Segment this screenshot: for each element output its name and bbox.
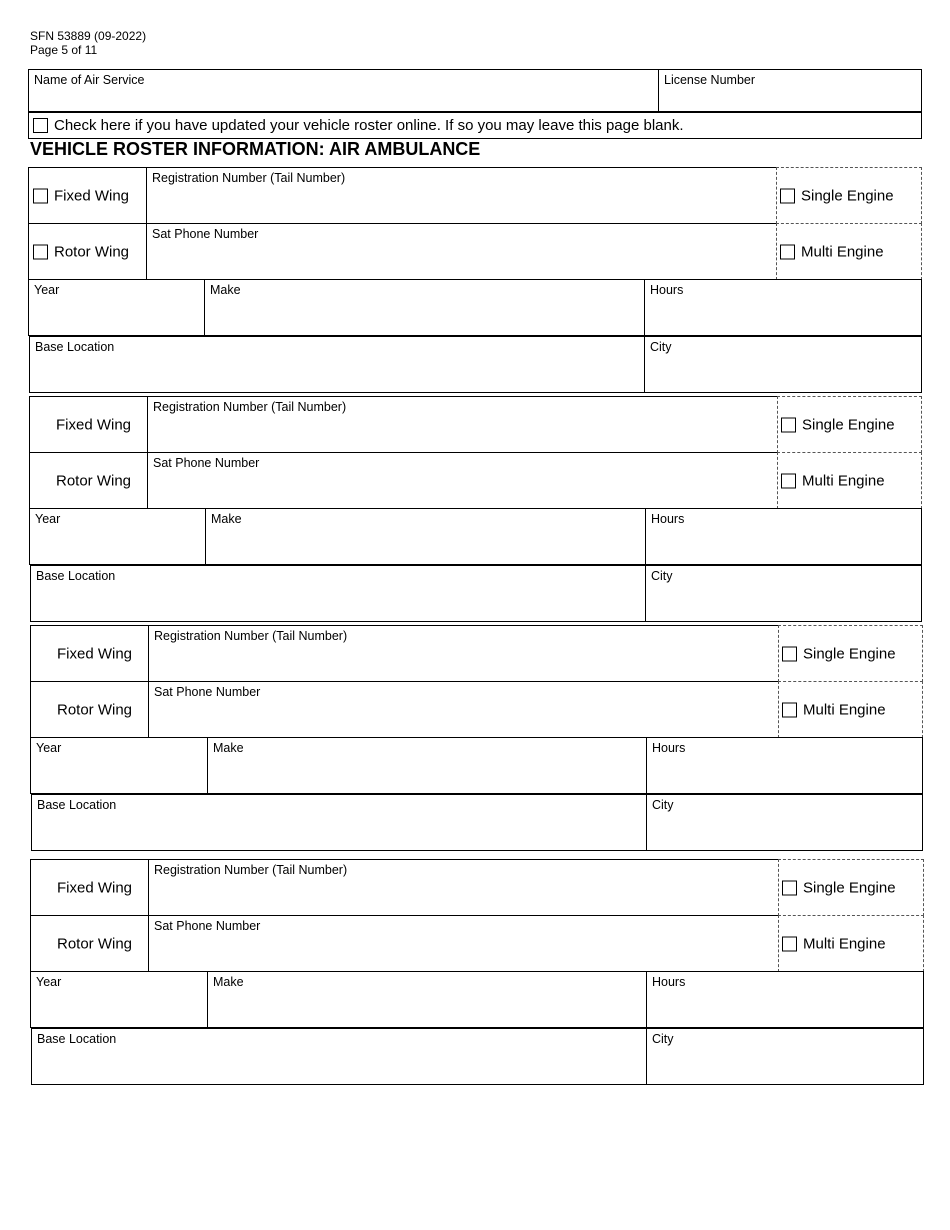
fixed-wing-3-label: Fixed Wing [57, 645, 133, 662]
year-input-3[interactable] [31, 756, 207, 793]
make-cell-2 [205, 508, 646, 565]
registration-cell-4 [148, 859, 779, 916]
fixed-wing-1-checkbox[interactable] [33, 188, 48, 203]
sat-phone-label-1: Sat Phone Number [152, 227, 259, 241]
year-cell-1 [28, 279, 205, 336]
city-label-2: City [651, 569, 673, 583]
single-engine-cell-3 [778, 625, 923, 682]
multi-engine-3-label: Multi Engine [803, 701, 886, 718]
multi-engine-cell-4 [778, 915, 924, 972]
single-engine-2-checkbox[interactable] [781, 417, 796, 432]
rotor-wing-1-checkbox[interactable] [33, 244, 48, 259]
multi-engine-cell-3 [778, 681, 923, 738]
multi-engine-cell-1 [776, 223, 922, 280]
make-input-4[interactable] [208, 990, 646, 1027]
year-input-2[interactable] [30, 527, 205, 564]
air-service-name-field[interactable] [28, 69, 659, 112]
base-location-label-2: Base Location [36, 569, 116, 583]
rotor-wing-3-label: Rotor Wing [57, 701, 133, 718]
online-roster-checkbox[interactable] [33, 118, 48, 133]
base-location-label-4: Base Location [37, 1032, 117, 1046]
year-input-1[interactable] [29, 298, 204, 335]
single-engine-4-label: Single Engine [803, 879, 896, 896]
fixed-wing-cell-1 [28, 167, 147, 224]
fixed-wing-cell-2[interactable] [29, 396, 148, 453]
single-engine-2-label: Single Engine [802, 416, 895, 433]
city-cell-2 [645, 565, 922, 622]
air-service-name-label: Name of Air Service [34, 73, 145, 87]
fixed-wing-2-label: Fixed Wing [56, 416, 132, 433]
hours-input-1[interactable] [645, 298, 921, 335]
multi-engine-2-checkbox[interactable] [781, 473, 796, 488]
single-engine-4-checkbox[interactable] [782, 880, 797, 895]
base-location-input-1[interactable] [30, 355, 644, 392]
base-location-input-4[interactable] [32, 1047, 646, 1084]
hours-cell-1 [644, 279, 922, 336]
registration-cell-2 [147, 396, 778, 453]
rotor-wing-cell-4[interactable] [30, 915, 149, 972]
city-cell-1 [644, 336, 922, 393]
hours-label-2: Hours [651, 512, 685, 526]
make-cell-4 [207, 971, 647, 1028]
city-cell-3 [646, 794, 923, 851]
sat-phone-input-4[interactable] [149, 934, 778, 971]
fixed-wing-cell-3[interactable] [30, 625, 149, 682]
rotor-wing-4-label: Rotor Wing [57, 935, 133, 952]
registration-cell-3 [148, 625, 779, 682]
base-location-label-1: Base Location [35, 340, 115, 354]
rotor-wing-cell-1 [28, 223, 147, 280]
single-engine-1-checkbox[interactable] [780, 188, 795, 203]
make-label-2: Make [211, 512, 242, 526]
sat-phone-cell-1 [146, 223, 777, 280]
sat-phone-cell-3 [148, 681, 779, 738]
fixed-wing-1-label: Fixed Wing [54, 187, 130, 204]
base-location-input-2[interactable] [31, 584, 645, 621]
multi-engine-1-checkbox[interactable] [780, 244, 795, 259]
license-number-field[interactable] [658, 69, 922, 112]
hours-input-4[interactable] [647, 990, 923, 1027]
year-label-4: Year [36, 975, 62, 989]
base-location-cell-2 [30, 565, 646, 622]
sat-phone-label-3: Sat Phone Number [154, 685, 261, 699]
license-number-label: License Number [664, 73, 756, 87]
city-input-4[interactable] [647, 1047, 923, 1084]
rotor-wing-2-label: Rotor Wing [56, 472, 132, 489]
hours-cell-4 [646, 971, 924, 1028]
page-number: Page 5 of 11 [30, 43, 98, 57]
make-label-3: Make [213, 741, 244, 755]
registration-input-1[interactable] [147, 186, 776, 223]
city-input-1[interactable] [645, 355, 921, 392]
online-roster-label: Check here if you have updated your vehicle roster online. If so you may leave this page blank. [54, 117, 684, 134]
hours-cell-2 [645, 508, 922, 565]
air-service-name-input[interactable] [29, 88, 658, 111]
registration-cell-1 [146, 167, 777, 224]
make-cell-3 [207, 737, 647, 794]
single-engine-1-label: Single Engine [801, 187, 894, 204]
make-label-1: Make [210, 283, 241, 297]
base-location-cell-4 [31, 1028, 647, 1085]
form-number: SFN 53889 (09-2022) [30, 29, 147, 43]
city-label-4: City [652, 1032, 674, 1046]
registration-input-3[interactable] [149, 644, 778, 681]
sat-phone-input-2[interactable] [148, 471, 777, 508]
city-label-1: City [650, 340, 672, 354]
registration-input-2[interactable] [148, 415, 777, 452]
multi-engine-3-checkbox[interactable] [782, 702, 797, 717]
rotor-wing-cell-3[interactable] [30, 681, 149, 738]
make-label-4: Make [213, 975, 244, 989]
sat-phone-cell-4 [148, 915, 779, 972]
registration-input-4[interactable] [149, 878, 778, 915]
sat-phone-input-1[interactable] [147, 242, 776, 279]
hours-label-1: Hours [650, 283, 684, 297]
base-location-input-3[interactable] [32, 813, 646, 850]
hours-input-3[interactable] [647, 756, 922, 793]
year-label-2: Year [35, 512, 61, 526]
year-cell-2 [29, 508, 206, 565]
single-engine-cell-1 [776, 167, 922, 224]
rotor-wing-cell-2[interactable] [29, 452, 148, 509]
base-location-label-3: Base Location [37, 798, 117, 812]
multi-engine-4-label: Multi Engine [803, 935, 886, 952]
multi-engine-1-label: Multi Engine [801, 243, 884, 260]
multi-engine-4-checkbox[interactable] [782, 936, 797, 951]
license-number-input[interactable] [659, 88, 921, 111]
fixed-wing-4-label: Fixed Wing [57, 879, 133, 896]
hours-cell-3 [646, 737, 923, 794]
sat-phone-input-3[interactable] [149, 700, 778, 737]
multi-engine-cell-2 [777, 452, 922, 509]
hours-input-2[interactable] [646, 527, 921, 564]
city-cell-4 [646, 1028, 924, 1085]
hours-label-4: Hours [652, 975, 686, 989]
fixed-wing-cell-4[interactable] [30, 859, 149, 916]
single-engine-cell-2 [777, 396, 922, 453]
online-roster-row [28, 112, 922, 139]
hours-label-3: Hours [652, 741, 686, 755]
make-input-2[interactable] [206, 527, 645, 564]
sat-phone-cell-2 [147, 452, 778, 509]
rotor-wing-1-label: Rotor Wing [54, 243, 130, 260]
section-title: VEHICLE ROSTER INFORMATION: AIR AMBULANCE [30, 139, 481, 159]
single-engine-3-checkbox[interactable] [782, 646, 797, 661]
make-input-1[interactable] [205, 298, 644, 335]
registration-label-3: Registration Number (Tail Number) [154, 629, 348, 643]
make-cell-1 [204, 279, 645, 336]
city-input-2[interactable] [646, 584, 921, 621]
multi-engine-2-label: Multi Engine [802, 472, 885, 489]
year-label-3: Year [36, 741, 62, 755]
single-engine-3-label: Single Engine [803, 645, 896, 662]
city-label-3: City [652, 798, 674, 812]
year-label-1: Year [34, 283, 60, 297]
make-input-3[interactable] [208, 756, 646, 793]
registration-label-1: Registration Number (Tail Number) [152, 171, 346, 185]
sat-phone-label-4: Sat Phone Number [154, 919, 261, 933]
registration-label-2: Registration Number (Tail Number) [153, 400, 347, 414]
single-engine-cell-4 [778, 859, 924, 916]
base-location-cell-3 [31, 794, 647, 851]
year-input-4[interactable] [31, 990, 207, 1027]
year-cell-4 [30, 971, 208, 1028]
year-cell-3 [30, 737, 208, 794]
base-location-cell-1 [29, 336, 645, 393]
registration-label-4: Registration Number (Tail Number) [154, 863, 348, 877]
sat-phone-label-2: Sat Phone Number [153, 456, 260, 470]
city-input-3[interactable] [647, 813, 922, 850]
